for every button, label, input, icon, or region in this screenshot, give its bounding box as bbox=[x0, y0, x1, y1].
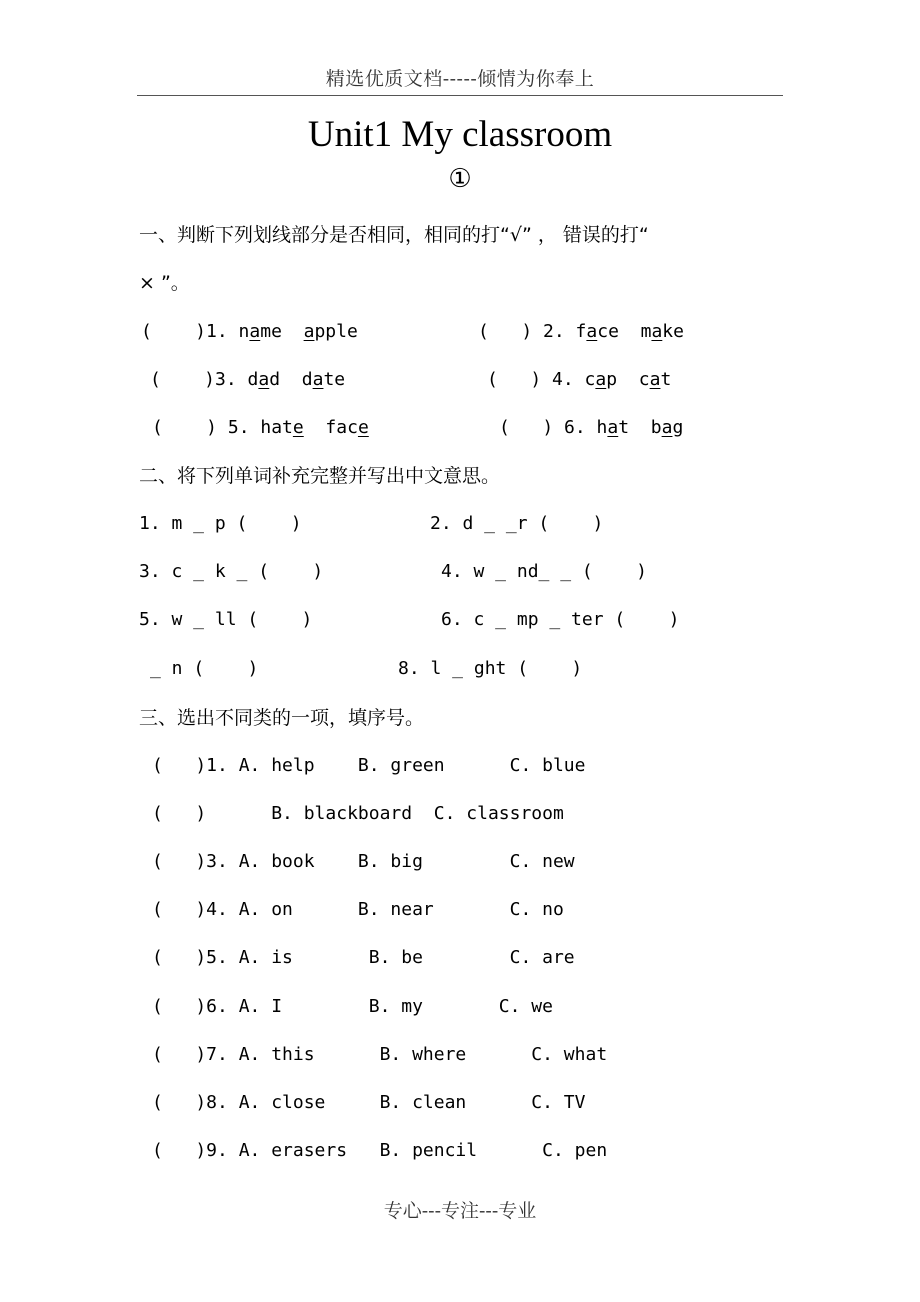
s3-item-9: ( )9. A. erasers B. pencil C. pen bbox=[152, 1140, 608, 1161]
underlined-letter: a bbox=[249, 321, 261, 342]
item-prefix: ( )3. bbox=[150, 369, 248, 390]
item-prefix: ( ) 4. bbox=[487, 369, 585, 390]
word-1: face bbox=[575, 321, 619, 342]
s2-item-2: 2. d _ _r ( ) bbox=[430, 513, 604, 534]
underlined-letter: a bbox=[661, 417, 673, 438]
section1-heading-cont: × ”。 bbox=[139, 272, 190, 294]
item-prefix: ( ) 5. bbox=[152, 417, 261, 438]
underlined-letter: a bbox=[651, 321, 663, 342]
word-2: bag bbox=[650, 417, 684, 438]
s3-item-4: ( )4. A. on B. near C. no bbox=[152, 899, 564, 920]
word-1: cap bbox=[584, 369, 618, 390]
s2-item-4: 4. w _ nd_ _ ( ) bbox=[441, 561, 647, 582]
s1-item-2 bbox=[478, 321, 684, 342]
word-2: make bbox=[640, 321, 684, 342]
s3-item-7: ( )7. A. this B. where C. what bbox=[152, 1044, 608, 1065]
underlined-letter: a bbox=[312, 369, 324, 390]
underlined-letter: a bbox=[258, 369, 270, 390]
s2-item-1: 1. m _ p ( ) bbox=[139, 513, 302, 534]
s1-item-1 bbox=[141, 321, 358, 342]
underlined-letter: e bbox=[357, 417, 369, 438]
s3-item-1: ( )1. A. help B. green C. blue bbox=[152, 755, 586, 776]
underlined-letter: a bbox=[595, 369, 607, 390]
s3-item-5: ( )5. A. is B. be C. are bbox=[152, 947, 575, 968]
page-subtitle: ① bbox=[448, 164, 472, 194]
word-1: name bbox=[238, 321, 282, 342]
page-title: Unit1 My classroom bbox=[307, 114, 613, 155]
s2-item-8: 8. l _ ght ( ) bbox=[398, 658, 583, 679]
item-prefix: ( ) 6. bbox=[499, 417, 597, 438]
s1-item-5 bbox=[152, 417, 369, 438]
word-2: face bbox=[325, 417, 369, 438]
word-1: dad bbox=[247, 369, 281, 390]
underlined-letter: a bbox=[586, 321, 598, 342]
word-1: hate bbox=[260, 417, 304, 438]
s1-item-4 bbox=[487, 369, 671, 390]
s2-item-6: 6. c _ mp _ ter ( ) bbox=[441, 609, 680, 630]
s1-item-6 bbox=[499, 417, 683, 438]
word-2: apple bbox=[303, 321, 358, 342]
s1-item-3 bbox=[150, 369, 345, 390]
s3-item-8: ( )8. A. close B. clean C. TV bbox=[152, 1092, 586, 1113]
s2-item-3: 3. c _ k _ ( ) bbox=[139, 561, 324, 582]
underlined-letter: a bbox=[607, 417, 619, 438]
item-prefix: ( )1. bbox=[141, 321, 239, 342]
section1-heading: 一、判断下列划线部分是否相同，相同的打“√” ， 错误的打“ bbox=[139, 224, 649, 246]
page-footer: 专心---专注---专业 bbox=[383, 1200, 537, 1222]
page-header: 精选优质文档-----倾情为你奉上 bbox=[325, 68, 595, 90]
word-2: cat bbox=[638, 369, 672, 390]
s3-item-2: ( ) B. blackboard C. classroom bbox=[152, 803, 564, 824]
header-divider bbox=[137, 95, 783, 96]
section2-heading: 二、将下列单词补充完整并写出中文意思。 bbox=[139, 465, 501, 487]
section3-heading: 三、选出不同类的一项，填序号。 bbox=[139, 707, 425, 729]
word-2: date bbox=[301, 369, 346, 390]
s2-item-5: 5. w _ ll ( ) bbox=[139, 609, 313, 630]
s3-item-6: ( )6. A. I B. my C. we bbox=[152, 996, 553, 1017]
underlined-letter: a bbox=[303, 321, 315, 342]
s2-item-7: _ n ( ) bbox=[150, 658, 259, 679]
word-1: hat bbox=[596, 417, 630, 438]
underlined-letter: a bbox=[649, 369, 661, 390]
item-prefix: ( ) 2. bbox=[478, 321, 576, 342]
s3-item-3: ( )3. A. book B. big C. new bbox=[152, 851, 575, 872]
underlined-letter: e bbox=[292, 417, 304, 438]
